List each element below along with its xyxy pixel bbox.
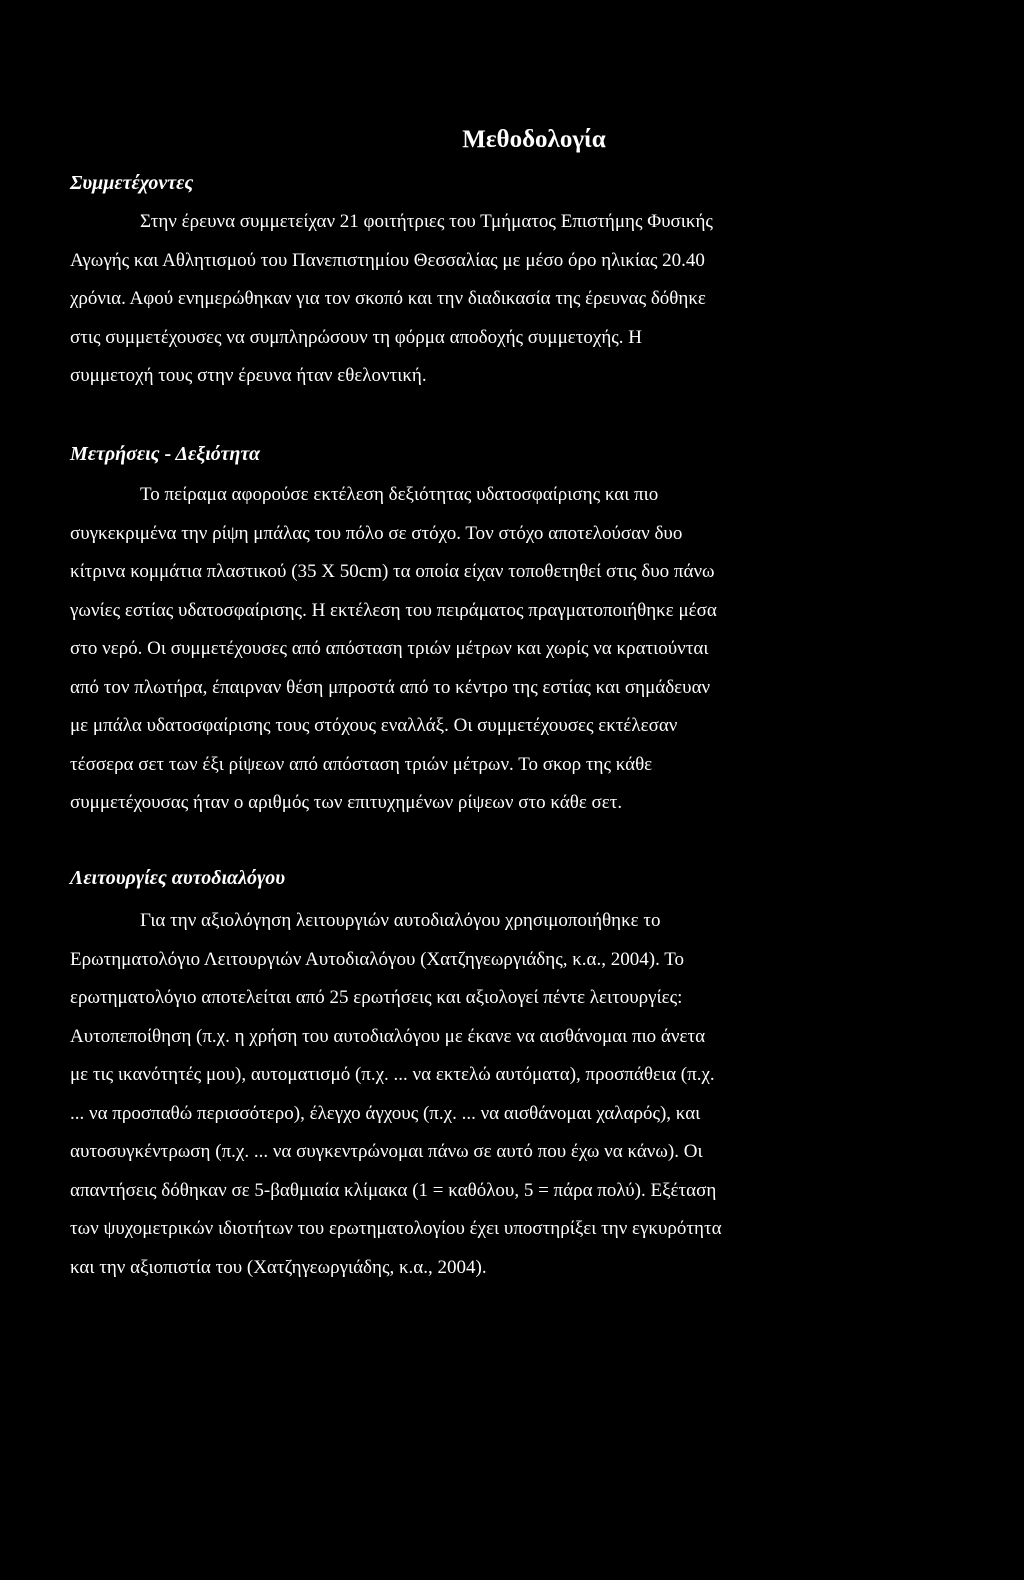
text-line: Στην έρευνα συμμετείχαν 21 φοιτήτριες του Τμήματος Επιστήμης Φυσικής xyxy=(140,211,713,232)
text-line: συγκεκριμένα την ρίψη μπάλας του πόλο σε στόχο. Τον στόχο αποτελούσαν δυο xyxy=(70,522,683,544)
text-line: συμμετοχή τους στην έρευνα ήταν εθελοντική. xyxy=(70,365,427,386)
text-line: στις συμμετέχουσες να συμπληρώσουν τη φόρμα αποδοχής συμμετοχής. Η xyxy=(70,326,643,348)
paragraph-self-talk-functions xyxy=(70,902,950,1287)
text-line: απαντήσεις δόθηκαν σε 5-βαθμιαία κλίμακα (1 = καθόλου, 5 = πάρα πολύ). Εξέταση xyxy=(70,1179,717,1201)
text-line: στο νερό. Οι συμμετέχουσες από απόσταση τριών μέτρων και χωρίς να κρατιούνται xyxy=(70,638,709,659)
text-line: με τις ικανότητές μου), αυτοματισμό (π.χ. ... να εκτελώ αυτόματα), προσπάθεια (π.χ. xyxy=(70,1064,715,1085)
text-line: Αγωγής και Αθλητισμού του Πανεπιστημίου Θεσσαλίας με μέσο όρο ηλικίας 20.40 xyxy=(70,249,705,271)
text-line: από τον πλωτήρα, έπαιρναν θέση μπροστά από το κέντρο της εστίας και σημάδευαν xyxy=(70,676,711,698)
text-line: Για την αξιολόγηση λειτουργιών αυτοδιαλόγου χρησιμοποιήθηκε το xyxy=(140,910,661,931)
text-line: χρόνια. Αφού ενημερώθηκαν για τον σκοπό και την διαδικασία της έρευνας δόθηκε xyxy=(70,288,706,309)
text-line: συμμετέχουσας ήταν ο αριθμός των επιτυχημένων ρίψεων στο κάθε σετ. xyxy=(70,792,623,813)
page-title: Μεθοδολογία xyxy=(462,126,606,153)
section-heading-participants: Συμμετέχοντες xyxy=(70,172,194,194)
text-line: κίτρινα κομμάτια πλαστικού (35 X 50cm) τα οποία είχαν τοποθετηθεί στις δυο πάνω xyxy=(70,561,715,582)
section-heading-self-talk-functions: Λειτουργίες αυτοδιαλόγου xyxy=(70,867,286,889)
text-line: τέσσερα σετ των έξι ρίψεων από απόσταση τριών μέτρων. Το σκορ της κάθε xyxy=(70,753,653,775)
text-line: Ερωτηματολόγιο Λειτουργιών Αυτοδιαλόγου (Χατζηγεωργιάδης, κ.α., 2004). Το xyxy=(70,948,685,970)
text-line: με μπάλα υδατοσφαίρισης τους στόχους εναλλάξ. Οι συμμετέχουσες εκτέλεσαν xyxy=(70,715,678,736)
text-line: Το πείραμα αφορούσε εκτέλεση δεξιότητας υδατοσφαίρισης και πιο xyxy=(140,484,659,505)
text-line: και την αξιοπιστία του (Χατζηγεωργιάδης, κ.α., 2004). xyxy=(70,1256,487,1278)
paragraph-participants xyxy=(70,203,950,396)
text-line: γωνίες εστίας υδατοσφαίρισης. Η εκτέλεση του πειράματος πραγματοποιήθηκε μέσα xyxy=(70,599,717,621)
text-line: ερωτηματολόγιο αποτελείται από 25 ερωτήσεις και αξιολογεί πέντε λειτουργίες: xyxy=(70,987,683,1008)
text-line: αυτοσυγκέντρωση (π.χ. ... να συγκεντρώνομαι πάνω σε αυτό που έχω να κάνω). Οι xyxy=(70,1141,703,1162)
text-line: των ψυχομετρικών ιδιοτήτων του ερωτηματολογίου έχει υποστηρίξει την εγκυρότητα xyxy=(70,1218,722,1239)
section-heading-measurements-skill: Μετρήσεις - Δεξιότητα xyxy=(70,443,261,465)
paragraph-measurements-skill xyxy=(70,476,950,823)
text-line: ... να προσπαθώ περισσότερο), έλεγχο άγχους (π.χ. ... να αισθάνομαι χαλαρός), και xyxy=(70,1102,701,1124)
text-line: Αυτοπεποίθηση (π.χ. η χρήση του αυτοδιαλόγου με έκανε να αισθάνομαι πιο άνετα xyxy=(70,1025,706,1047)
